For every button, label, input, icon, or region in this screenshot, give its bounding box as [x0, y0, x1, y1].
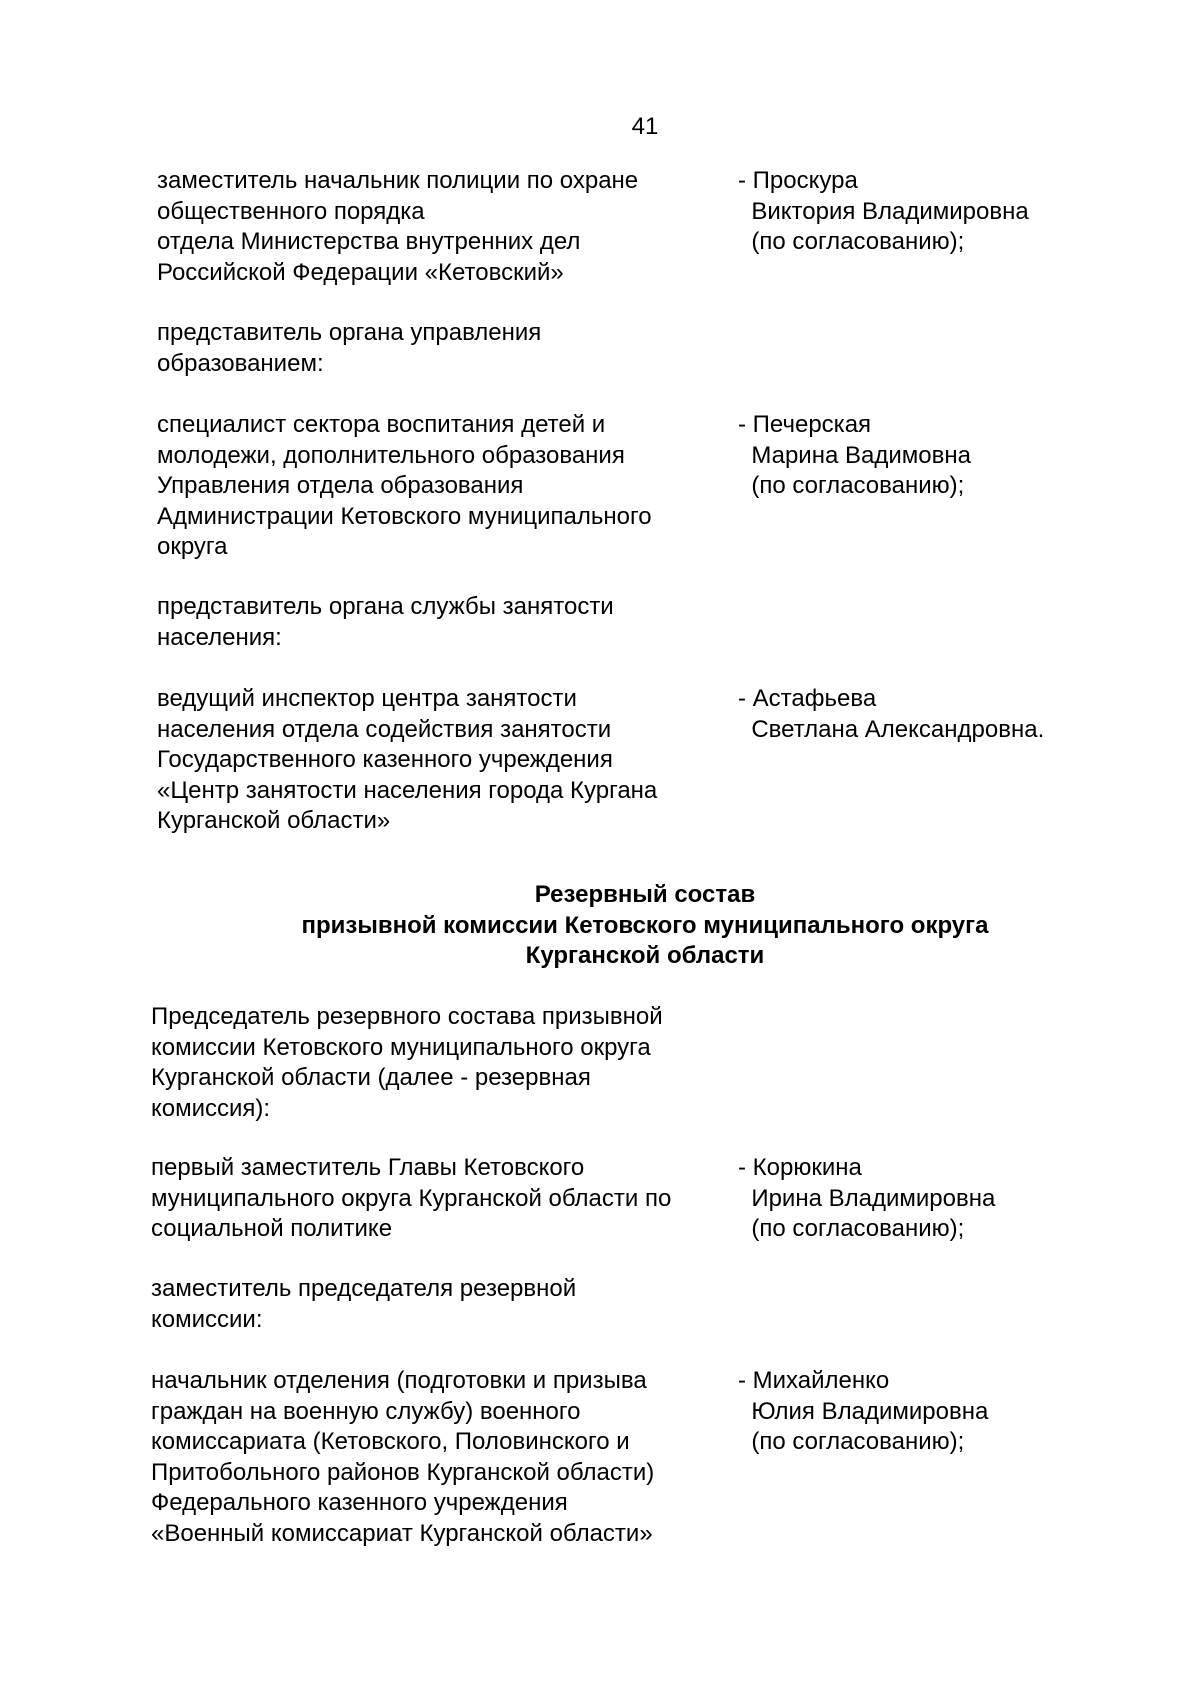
- reserve-heading: Резервный состав призывной комиссии Кетовского муниципального округа Курганской области: [301, 881, 989, 969]
- reserve-position-deputy-chairman: заместитель председателя резервной комиссии:: [151, 1275, 577, 1333]
- entry-position-education-specialist: специалист сектора воспитания детей и молодежи, дополнительного образования Управления отдела образования Администрации Кетовского муниципального округа: [157, 411, 652, 560]
- entry-person-astafyeva: - Астафьева Светлана Александровна.: [738, 685, 1045, 743]
- reserve-position-chairman: Председатель резервного состава призывной комиссии Кетовского муниципального округа Курганской области (далее - резервная комиссия):: [151, 1003, 663, 1122]
- entry-person-pecherskaya: - Печерская Марина Вадимовна (по согласованию);: [738, 411, 971, 499]
- reserve-person-mikhaylenko: - Михайленко Юлия Владимировна (по согласованию);: [738, 1367, 989, 1455]
- entry-position-education-rep: представитель органа управления образованием:: [157, 319, 542, 377]
- entry-position-police: заместитель начальник полиции по охране общественного порядка отдела Министерства внутренних дел Российской Федерации «Кетовский»: [157, 167, 639, 286]
- reserve-position-department-head: начальник отделения (подготовки и призыва граждан на военную службу) военного комиссариата (Кетовского, Половинского и Притобольного районов Курганской области) Федерального казенного учреждения «Военный комиссариат Курганской области»: [151, 1367, 655, 1547]
- entry-position-employment-rep: представитель органа службы занятости населения:: [157, 593, 614, 651]
- entry-position-employment-inspector: ведущий инспектор центра занятости населения отдела содействия занятости Государственного казенного учреждения «Центр занятости населения города Кургана Курганской области»: [157, 685, 658, 834]
- page-number: 41: [631, 113, 659, 140]
- reserve-position-first-deputy: первый заместитель Главы Кетовского муниципального округа Курганской области по социальной политике: [151, 1154, 672, 1242]
- reserve-person-koryukina: - Корюкина Ирина Владимировна (по согласованию);: [738, 1154, 996, 1242]
- entry-person-proskura: - Проскура Виктория Владимировна (по согласованию);: [738, 167, 1029, 255]
